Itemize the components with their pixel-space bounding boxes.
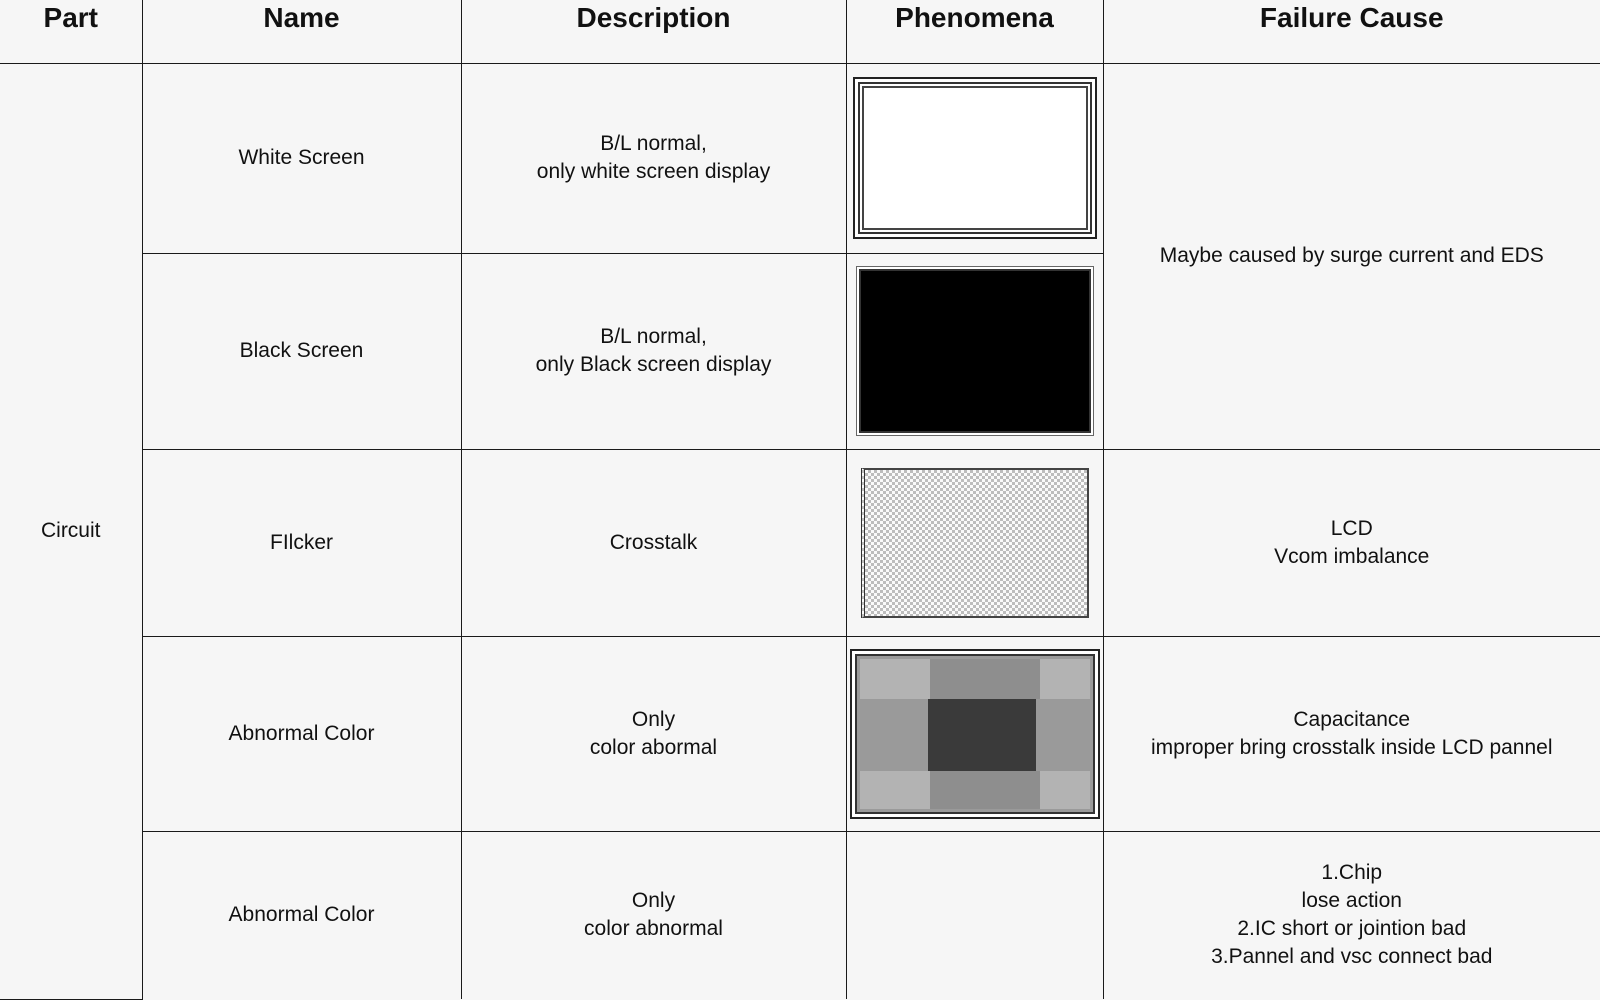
color-block-center <box>928 699 1036 771</box>
header-failure-cause: Failure Cause <box>1103 0 1600 63</box>
black-screen-image <box>859 269 1091 433</box>
header-description: Description <box>461 0 846 63</box>
description-line: B/L normal, <box>462 323 846 351</box>
checker-pattern-image <box>861 468 1089 618</box>
color-band <box>930 659 1040 699</box>
description-line: color abnormal <box>462 915 846 943</box>
table-row <box>0 636 1600 831</box>
color-blocks-image <box>850 649 1100 819</box>
description-cell <box>461 253 846 449</box>
table-row <box>0 449 1600 636</box>
failure-cause-cell <box>1103 63 1600 449</box>
description-cell <box>461 636 846 831</box>
table-row <box>0 831 1600 999</box>
failure-cause-line: Capacitance <box>1104 706 1600 734</box>
description-cell <box>461 831 846 999</box>
table-row <box>0 63 1600 253</box>
header-row <box>0 0 1600 63</box>
failure-cause-cell <box>1103 636 1600 831</box>
description-line: only white screen display <box>462 158 846 186</box>
name-cell: FIlcker <box>142 449 461 636</box>
description-line: color abormal <box>462 734 846 762</box>
phenomena-cell <box>846 831 1103 999</box>
description-line: Crosstalk <box>462 529 846 557</box>
failure-cause-cell <box>1103 831 1600 999</box>
name-cell: Abnormal Color <box>142 831 461 999</box>
description-line: Only <box>462 887 846 915</box>
header-name: Name <box>142 0 461 63</box>
failure-cause-line: Vcom imbalance <box>1104 543 1600 571</box>
description-line: Only <box>462 706 846 734</box>
part-cell: Circuit <box>0 63 142 999</box>
phenomena-cell <box>846 253 1103 449</box>
failure-cause-line: 3.Pannel and vsc connect bad <box>1104 943 1600 971</box>
header-part: Part <box>0 0 142 63</box>
failure-cause-line: 1.Chip <box>1104 859 1600 887</box>
name-cell: Abnormal Color <box>142 636 461 831</box>
name-cell: Black Screen <box>142 253 461 449</box>
failure-cause-line: Maybe caused by surge current and EDS <box>1104 242 1600 270</box>
description-cell <box>461 63 846 253</box>
white-screen-image <box>853 77 1097 239</box>
description-line: B/L normal, <box>462 130 846 158</box>
name-cell: White Screen <box>142 63 461 253</box>
description-cell <box>461 449 846 636</box>
color-band <box>930 771 1040 809</box>
description-line: only Black screen display <box>462 351 846 379</box>
failure-cause-line: LCD <box>1104 515 1600 543</box>
phenomena-cell <box>846 449 1103 636</box>
failure-cause-line: lose action <box>1104 887 1600 915</box>
failure-cause-line: 2.IC short or jointion bad <box>1104 915 1600 943</box>
failure-cause-line: improper bring crosstalk inside LCD pannel <box>1104 734 1600 762</box>
phenomena-cell <box>846 636 1103 831</box>
header-phenomena: Phenomena <box>846 0 1103 63</box>
failure-cause-cell <box>1103 449 1600 636</box>
phenomena-cell <box>846 63 1103 253</box>
